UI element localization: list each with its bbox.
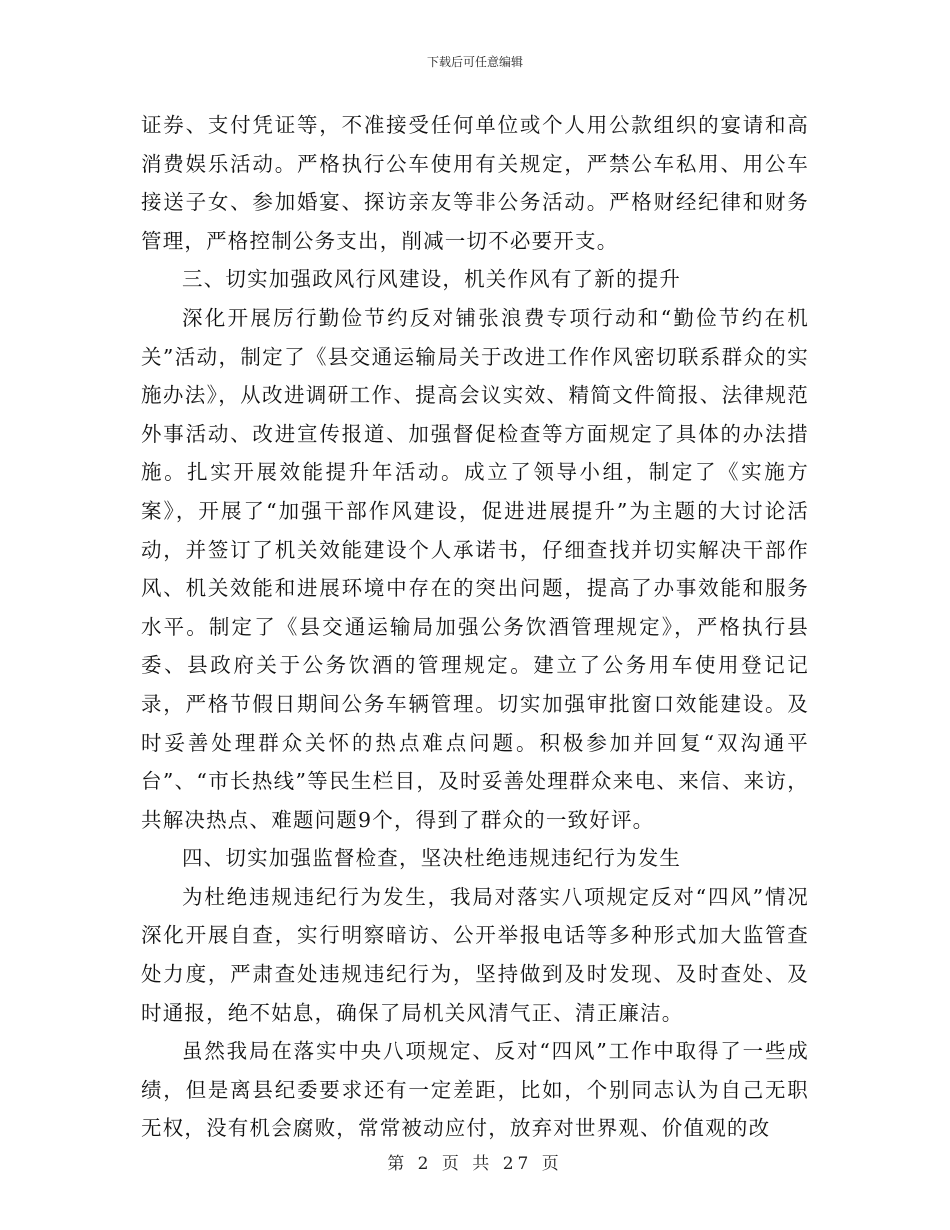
paragraph-4: 虽然我局在落实中央八项规定、反对“四风”工作中取得了一些成绩，但是离县纪委要求还有一定差距，比如，个别同志认为自己无职无权，没有机会腐败，常常被动应付，放弃对世界观、价值观的改 <box>141 1039 809 1141</box>
section-heading-4: 四、切实加强监督检查，坚决杜绝违规违纪行为发生 <box>182 846 682 871</box>
paragraph-3: 为杜绝违规违纪行为发生，我局对落实八项规定反对“四风”情况深化开展自查，实行明察暗访、公开举报电话等多种形式加大监管查处力度，严肃查处违规违纪行为，坚持做到及时发现、及时查处、及时通报，绝不姑息，确保了局机关风清气正、清正廉洁。 <box>141 884 809 1025</box>
document-body <box>141 106 809 1148</box>
page-header: 下载后可任意编辑 <box>426 55 523 69</box>
page-number: 第 2 页 共 27 页 <box>387 1154 563 1174</box>
paragraph-1: 证券、支付凭证等，不准接受任何单位或个人用公款组织的宴请和高消费娱乐活动。严格执行公车使用有关规定，严禁公车私用、用公车接送子女、参加婚宴、探访亲友等非公务活动。严格财经纪律和财务管理，严格控制公务支出，削减一切不必要开支。 <box>141 113 809 253</box>
paragraph-2: 深化开展厉行勤俭节约反对铺张浪费专项行动和“勤俭节约在机关”活动，制定了《县交通运输局关于改进工作作风密切联系群众的实施办法》，从改进调研工作、提高会议实效、精简文件简报、法律规范外事活动、改进宣传报道、加强督促检查等方面规定了具体的办法措施。扎实开展效能提升年活动。成立了领导小组，制定了《实施方案》，开展了“加强干部作风建设，促进进展提升”为主题的大讨论活动，并签订了机关效能建设个人承诺书，仔细查找并切实解决干部作风、机关效能和进展环境中存在的突出问题，提高了办事效能和服务水平。制定了《县交通运输局加强公务饮酒管理规定》，严格执行县委、县政府关于公务饮酒的管理规定。建立了公务用车使用登记记录，严格节假日期间公务车辆管理。切实加强审批窗口效能建设。及时妥善处理群众关怀的热点难点问题。积极参加并回复“双沟通平台”、“市长热线”等民生栏目，及时妥善处理群众来电、来信、来访，共解决热点、难题问题9个，得到了群众的一致好评。 <box>141 305 809 832</box>
section-heading-3: 三、切实加强政风行风建设，机关作风有了新的提升 <box>182 267 682 292</box>
